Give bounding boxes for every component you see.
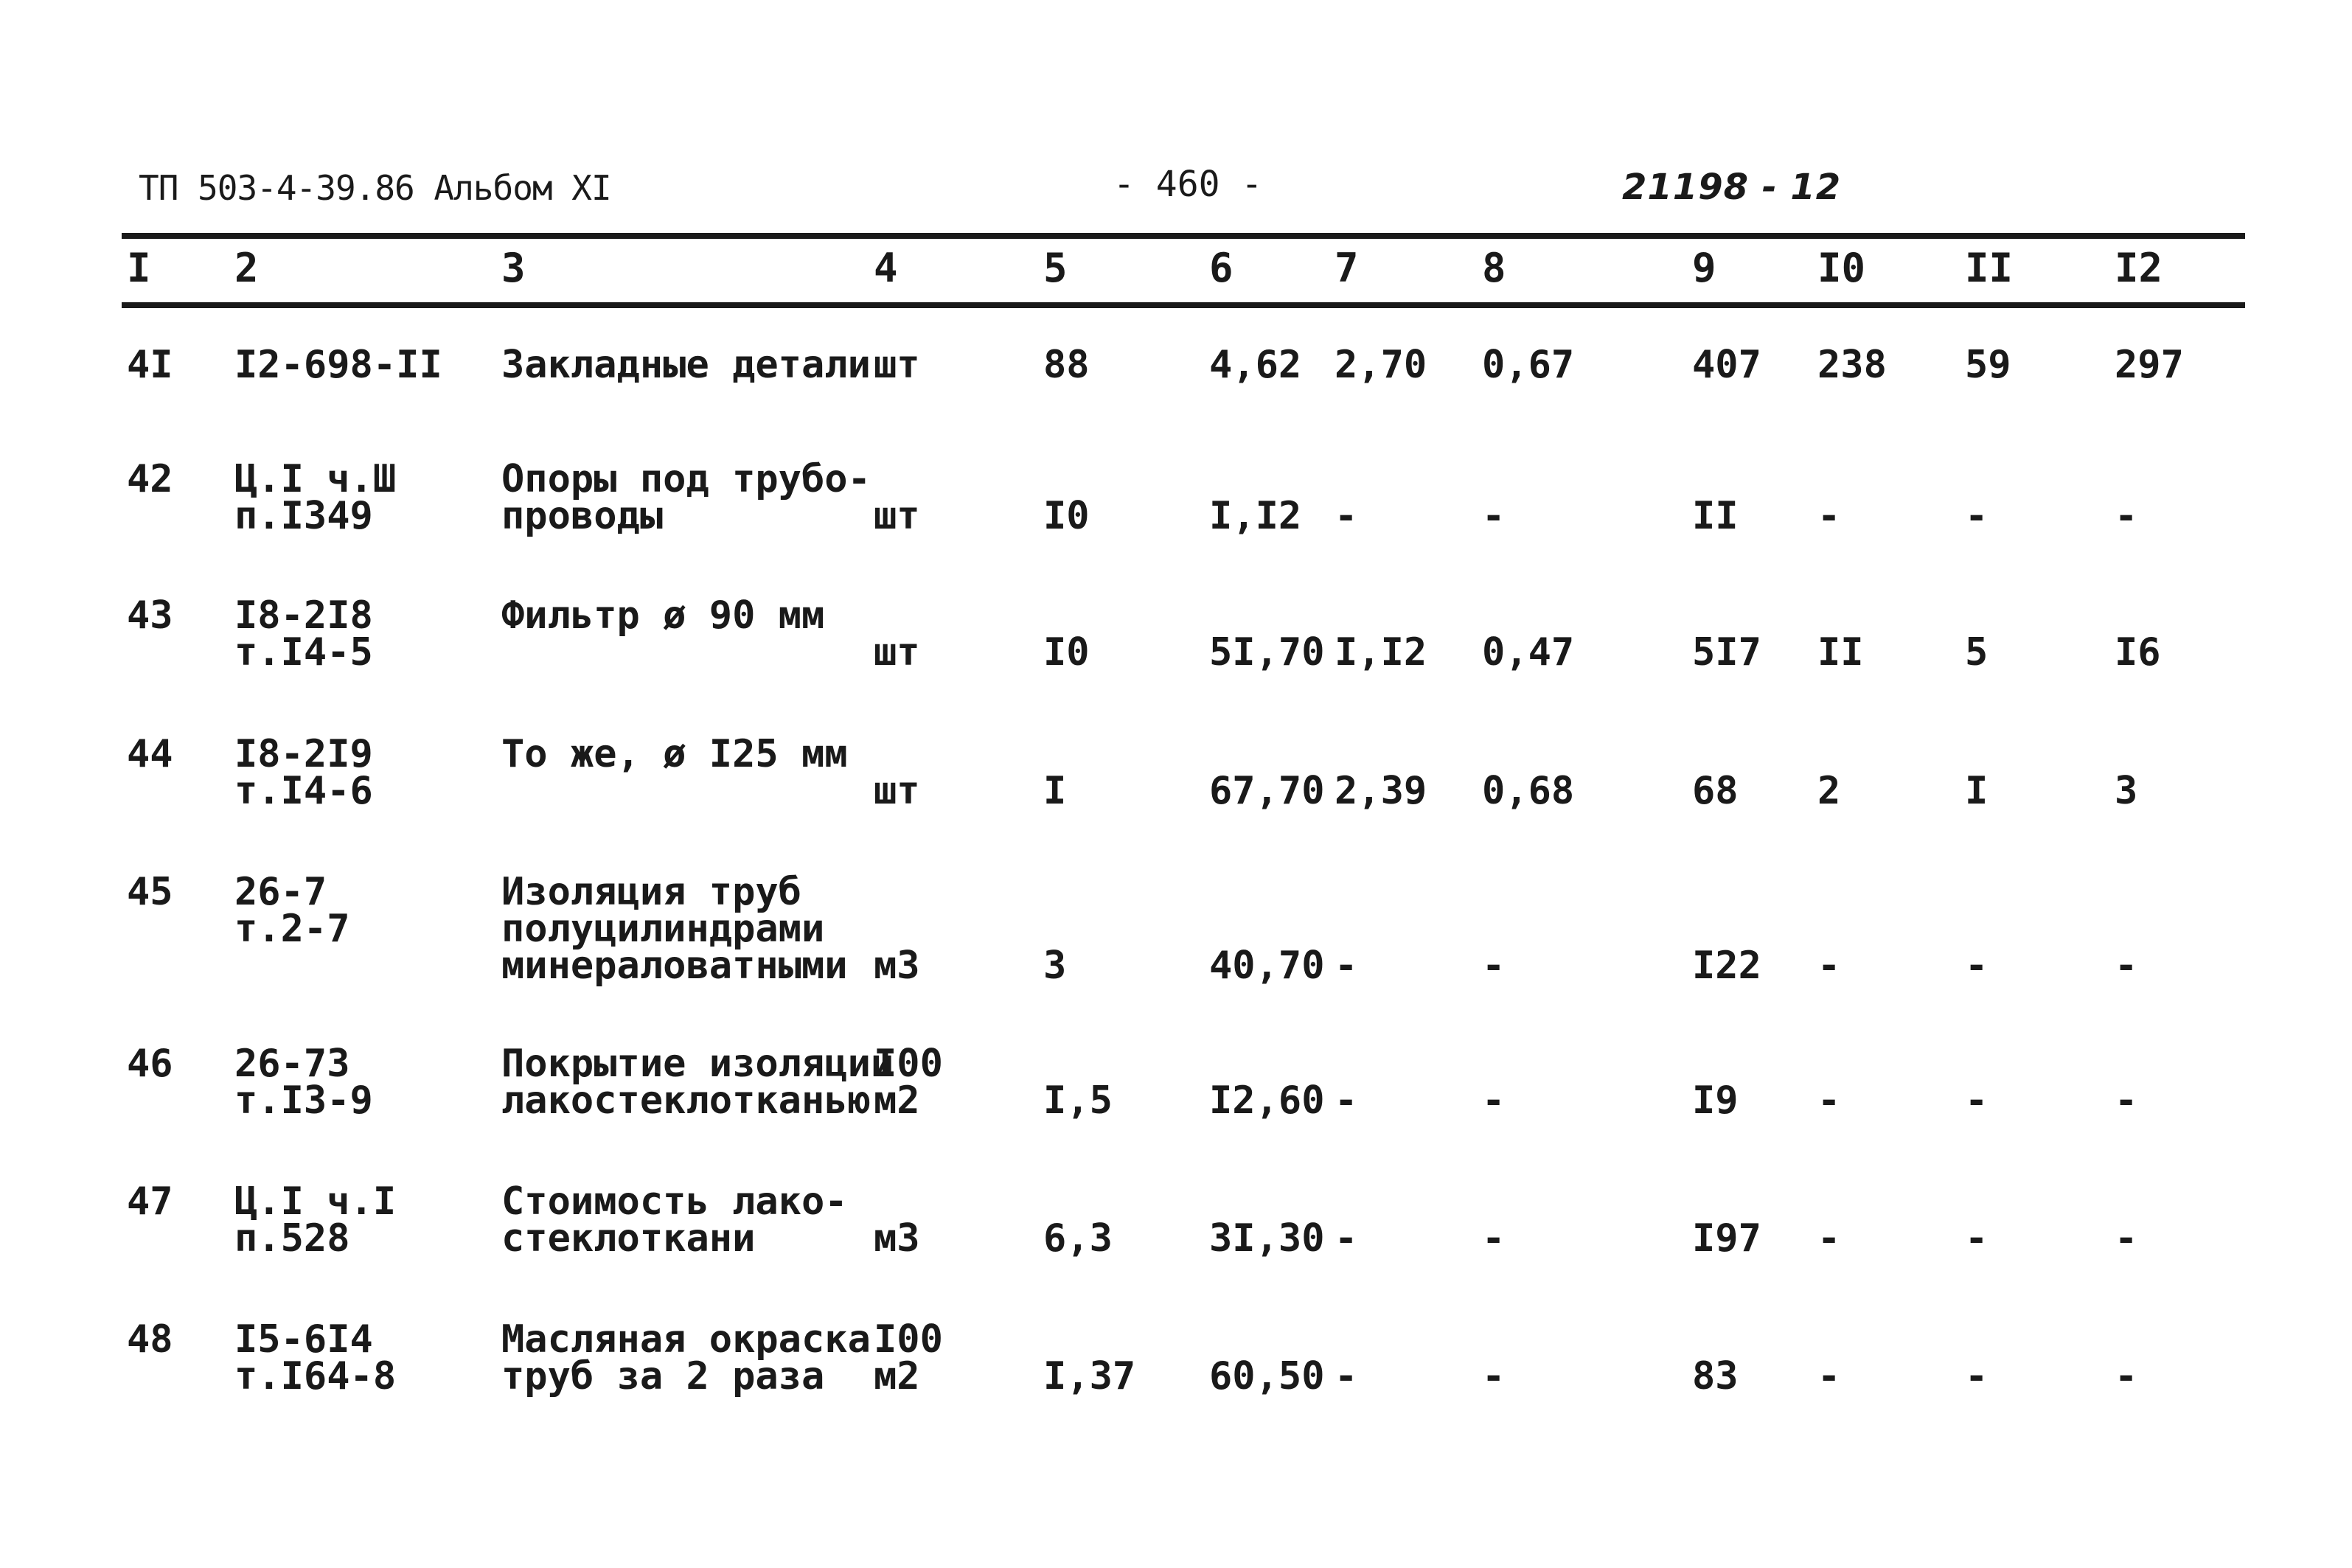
norm-code-line: I2-698-II bbox=[234, 343, 442, 387]
cell-col-8: - bbox=[1482, 1079, 1506, 1123]
cell-col-9: 407 bbox=[1692, 343, 1761, 387]
cell-col-5: I bbox=[1043, 769, 1067, 813]
work-name bbox=[501, 870, 848, 988]
cell-col-12: 3 bbox=[2115, 769, 2138, 813]
cell-col-6: 60,50 bbox=[1209, 1354, 1325, 1398]
row-number: 47 bbox=[127, 1180, 173, 1224]
norm-code bbox=[234, 457, 397, 538]
cell-col-7: - bbox=[1335, 494, 1358, 538]
cell-col-8: - bbox=[1482, 1216, 1506, 1261]
work-name-line: проводы bbox=[501, 494, 664, 538]
cell-col-6: 3I,30 bbox=[1209, 1216, 1325, 1261]
cell-col-11: - bbox=[1965, 1354, 1989, 1398]
cell-col-7: - bbox=[1335, 1354, 1358, 1398]
column-header-6: 6 bbox=[1209, 245, 1234, 291]
unit-line: м3 bbox=[874, 1216, 920, 1261]
cell-col-7: 2,39 bbox=[1335, 769, 1427, 813]
cell-col-10: 2 bbox=[1817, 769, 1841, 813]
norm-code-line: т.I4-6 bbox=[234, 769, 373, 813]
work-name bbox=[501, 593, 825, 638]
row-number: 48 bbox=[127, 1317, 173, 1362]
work-name-line: То же, ø I25 мм bbox=[501, 732, 848, 776]
column-header-3: 3 bbox=[501, 245, 526, 291]
work-name-line: Фильтр ø 90 мм bbox=[501, 593, 825, 638]
cell-col-12: I6 bbox=[2115, 630, 2161, 675]
work-name bbox=[501, 343, 871, 387]
unit-line: шт bbox=[874, 630, 920, 675]
cell-col-7: - bbox=[1335, 944, 1358, 988]
cell-col-8: 0,67 bbox=[1482, 343, 1575, 387]
norm-code bbox=[234, 343, 442, 387]
cell-col-9: I22 bbox=[1692, 944, 1761, 988]
cell-col-12: - bbox=[2115, 1079, 2138, 1123]
cell-col-12: 297 bbox=[2115, 343, 2184, 387]
table-header-rule bbox=[122, 302, 2245, 308]
cell-col-12: - bbox=[2115, 944, 2138, 988]
norm-code-line: I8-2I8 bbox=[234, 593, 373, 638]
cell-col-5: I0 bbox=[1043, 494, 1090, 538]
document-reference: ТП 503-4-39.86 Альбом XI bbox=[139, 168, 611, 208]
norm-code-line: т.2-7 bbox=[234, 907, 350, 951]
unit-of-measure bbox=[874, 1216, 920, 1261]
norm-code-line: 26-73 bbox=[234, 1042, 350, 1086]
cell-col-11: I bbox=[1965, 769, 1989, 813]
cell-col-7: - bbox=[1335, 1216, 1358, 1261]
page-number: - 460 - bbox=[1113, 164, 1263, 205]
cell-col-9: 68 bbox=[1692, 769, 1739, 813]
unit-line: I00 bbox=[874, 1042, 943, 1086]
cell-col-7: I,I2 bbox=[1335, 630, 1427, 675]
norm-code-line: Ц.I ч.Ш bbox=[234, 457, 397, 501]
work-name-line: Закладные детали bbox=[501, 343, 871, 387]
cell-col-8: - bbox=[1482, 494, 1506, 538]
cell-col-6: I,I2 bbox=[1209, 494, 1302, 538]
norm-code-line: т.I64-8 bbox=[234, 1354, 397, 1398]
norm-code-line: Ц.I ч.I bbox=[234, 1180, 397, 1224]
column-header-2: 2 bbox=[234, 245, 259, 291]
cell-col-5: 3 bbox=[1043, 944, 1067, 988]
norm-code-line: I8-2I9 bbox=[234, 732, 373, 776]
cell-col-5: 6,3 bbox=[1043, 1216, 1113, 1261]
column-header-1: I bbox=[127, 245, 151, 291]
unit-line: шт bbox=[874, 769, 920, 813]
cell-col-10: II bbox=[1817, 630, 1864, 675]
cell-col-9: I9 bbox=[1692, 1079, 1739, 1123]
cell-col-8: - bbox=[1482, 944, 1506, 988]
norm-code-line: т.I4-5 bbox=[234, 630, 373, 675]
cell-col-11: - bbox=[1965, 1079, 1989, 1123]
archive-number: 21198 - 12 bbox=[1622, 167, 1842, 208]
unit-line: м3 bbox=[874, 944, 920, 988]
norm-code-line: 26-7 bbox=[234, 870, 327, 914]
cell-col-6: 5I,70 bbox=[1209, 630, 1325, 675]
row-number: 45 bbox=[127, 870, 173, 914]
work-name-line: полуцилиндрами bbox=[501, 907, 825, 951]
unit-of-measure bbox=[874, 494, 920, 538]
cell-col-7: 2,70 bbox=[1335, 343, 1427, 387]
norm-code bbox=[234, 732, 373, 813]
unit-line: шт bbox=[874, 343, 920, 387]
norm-code bbox=[234, 1042, 373, 1123]
row-number: 42 bbox=[127, 457, 173, 501]
column-header-5: 5 bbox=[1043, 245, 1068, 291]
work-name-line: Стоимость лако- bbox=[501, 1180, 848, 1224]
cell-col-6: I2,60 bbox=[1209, 1079, 1325, 1123]
row-number: 44 bbox=[127, 732, 173, 776]
work-name-line: минераловатными bbox=[501, 944, 848, 988]
work-name bbox=[501, 1317, 871, 1398]
cell-col-8: - bbox=[1482, 1354, 1506, 1398]
work-name-line: труб за 2 раза bbox=[501, 1354, 825, 1398]
cell-col-5: I0 bbox=[1043, 630, 1090, 675]
cell-col-12: - bbox=[2115, 494, 2138, 538]
work-name-line: стеклоткани bbox=[501, 1216, 756, 1261]
page-header bbox=[0, 0, 2352, 221]
work-name bbox=[501, 457, 871, 538]
cell-col-10: - bbox=[1817, 944, 1841, 988]
norm-code-line: I5-6I4 bbox=[234, 1317, 373, 1362]
column-header-8: 8 bbox=[1482, 245, 1506, 291]
column-header-9: 9 bbox=[1692, 245, 1716, 291]
cell-col-6: 40,70 bbox=[1209, 944, 1325, 988]
cell-col-11: - bbox=[1965, 1216, 1989, 1261]
cell-col-12: - bbox=[2115, 1216, 2138, 1261]
column-header-7: 7 bbox=[1335, 245, 1359, 291]
cell-col-9: II bbox=[1692, 494, 1739, 538]
cell-col-8: 0,47 bbox=[1482, 630, 1575, 675]
table-top-rule bbox=[122, 233, 2245, 239]
cell-col-5: I,37 bbox=[1043, 1354, 1136, 1398]
norm-code bbox=[234, 593, 373, 675]
cell-col-11: - bbox=[1965, 944, 1989, 988]
unit-line: м2 bbox=[874, 1354, 920, 1398]
unit-line: м2 bbox=[874, 1079, 920, 1123]
unit-of-measure bbox=[874, 769, 920, 813]
cell-col-9: 83 bbox=[1692, 1354, 1739, 1398]
work-name-line: Масляная окраска bbox=[501, 1317, 871, 1362]
column-header-4: 4 bbox=[874, 245, 898, 291]
norm-code bbox=[234, 870, 350, 951]
column-header-12: I2 bbox=[2115, 245, 2163, 291]
cell-col-7: - bbox=[1335, 1079, 1358, 1123]
cell-col-8: 0,68 bbox=[1482, 769, 1575, 813]
cell-col-10: 238 bbox=[1817, 343, 1887, 387]
unit-of-measure bbox=[874, 343, 920, 387]
cell-col-10: - bbox=[1817, 1354, 1841, 1398]
cell-col-10: - bbox=[1817, 494, 1841, 538]
work-name bbox=[501, 1180, 848, 1261]
cell-col-5: 88 bbox=[1043, 343, 1090, 387]
column-header-10: I0 bbox=[1817, 245, 1866, 291]
norm-code-line: т.I3-9 bbox=[234, 1079, 373, 1123]
work-name bbox=[501, 732, 848, 776]
cell-col-11: - bbox=[1965, 494, 1989, 538]
work-name-line: Изоляция труб bbox=[501, 870, 801, 914]
work-name bbox=[501, 1042, 894, 1123]
row-number: 46 bbox=[127, 1042, 173, 1086]
norm-code bbox=[234, 1317, 397, 1398]
unit-of-measure bbox=[874, 944, 920, 988]
unit-of-measure bbox=[874, 1317, 943, 1398]
cell-col-9: I97 bbox=[1692, 1216, 1761, 1261]
norm-code-line: п.528 bbox=[234, 1216, 350, 1261]
unit-line: шт bbox=[874, 494, 920, 538]
cell-col-11: 59 bbox=[1965, 343, 2011, 387]
cell-col-12: - bbox=[2115, 1354, 2138, 1398]
cell-col-6: 67,70 bbox=[1209, 769, 1325, 813]
row-number: 4I bbox=[127, 343, 173, 387]
column-header-11: II bbox=[1965, 245, 2014, 291]
cell-col-6: 4,62 bbox=[1209, 343, 1302, 387]
row-number: 43 bbox=[127, 593, 173, 638]
work-name-line: Опоры под трубо- bbox=[501, 457, 871, 501]
cell-col-11: 5 bbox=[1965, 630, 1989, 675]
cell-col-10: - bbox=[1817, 1216, 1841, 1261]
unit-line: I00 bbox=[874, 1317, 943, 1362]
cell-col-5: I,5 bbox=[1043, 1079, 1113, 1123]
work-name-line: Покрытие изоляции bbox=[501, 1042, 894, 1086]
work-name-line: лакостеклотканью bbox=[501, 1079, 871, 1123]
norm-code bbox=[234, 1180, 397, 1261]
cell-col-9: 5I7 bbox=[1692, 630, 1761, 675]
cell-col-10: - bbox=[1817, 1079, 1841, 1123]
norm-code-line: п.I349 bbox=[234, 494, 373, 538]
unit-of-measure bbox=[874, 1042, 943, 1123]
unit-of-measure bbox=[874, 630, 920, 675]
